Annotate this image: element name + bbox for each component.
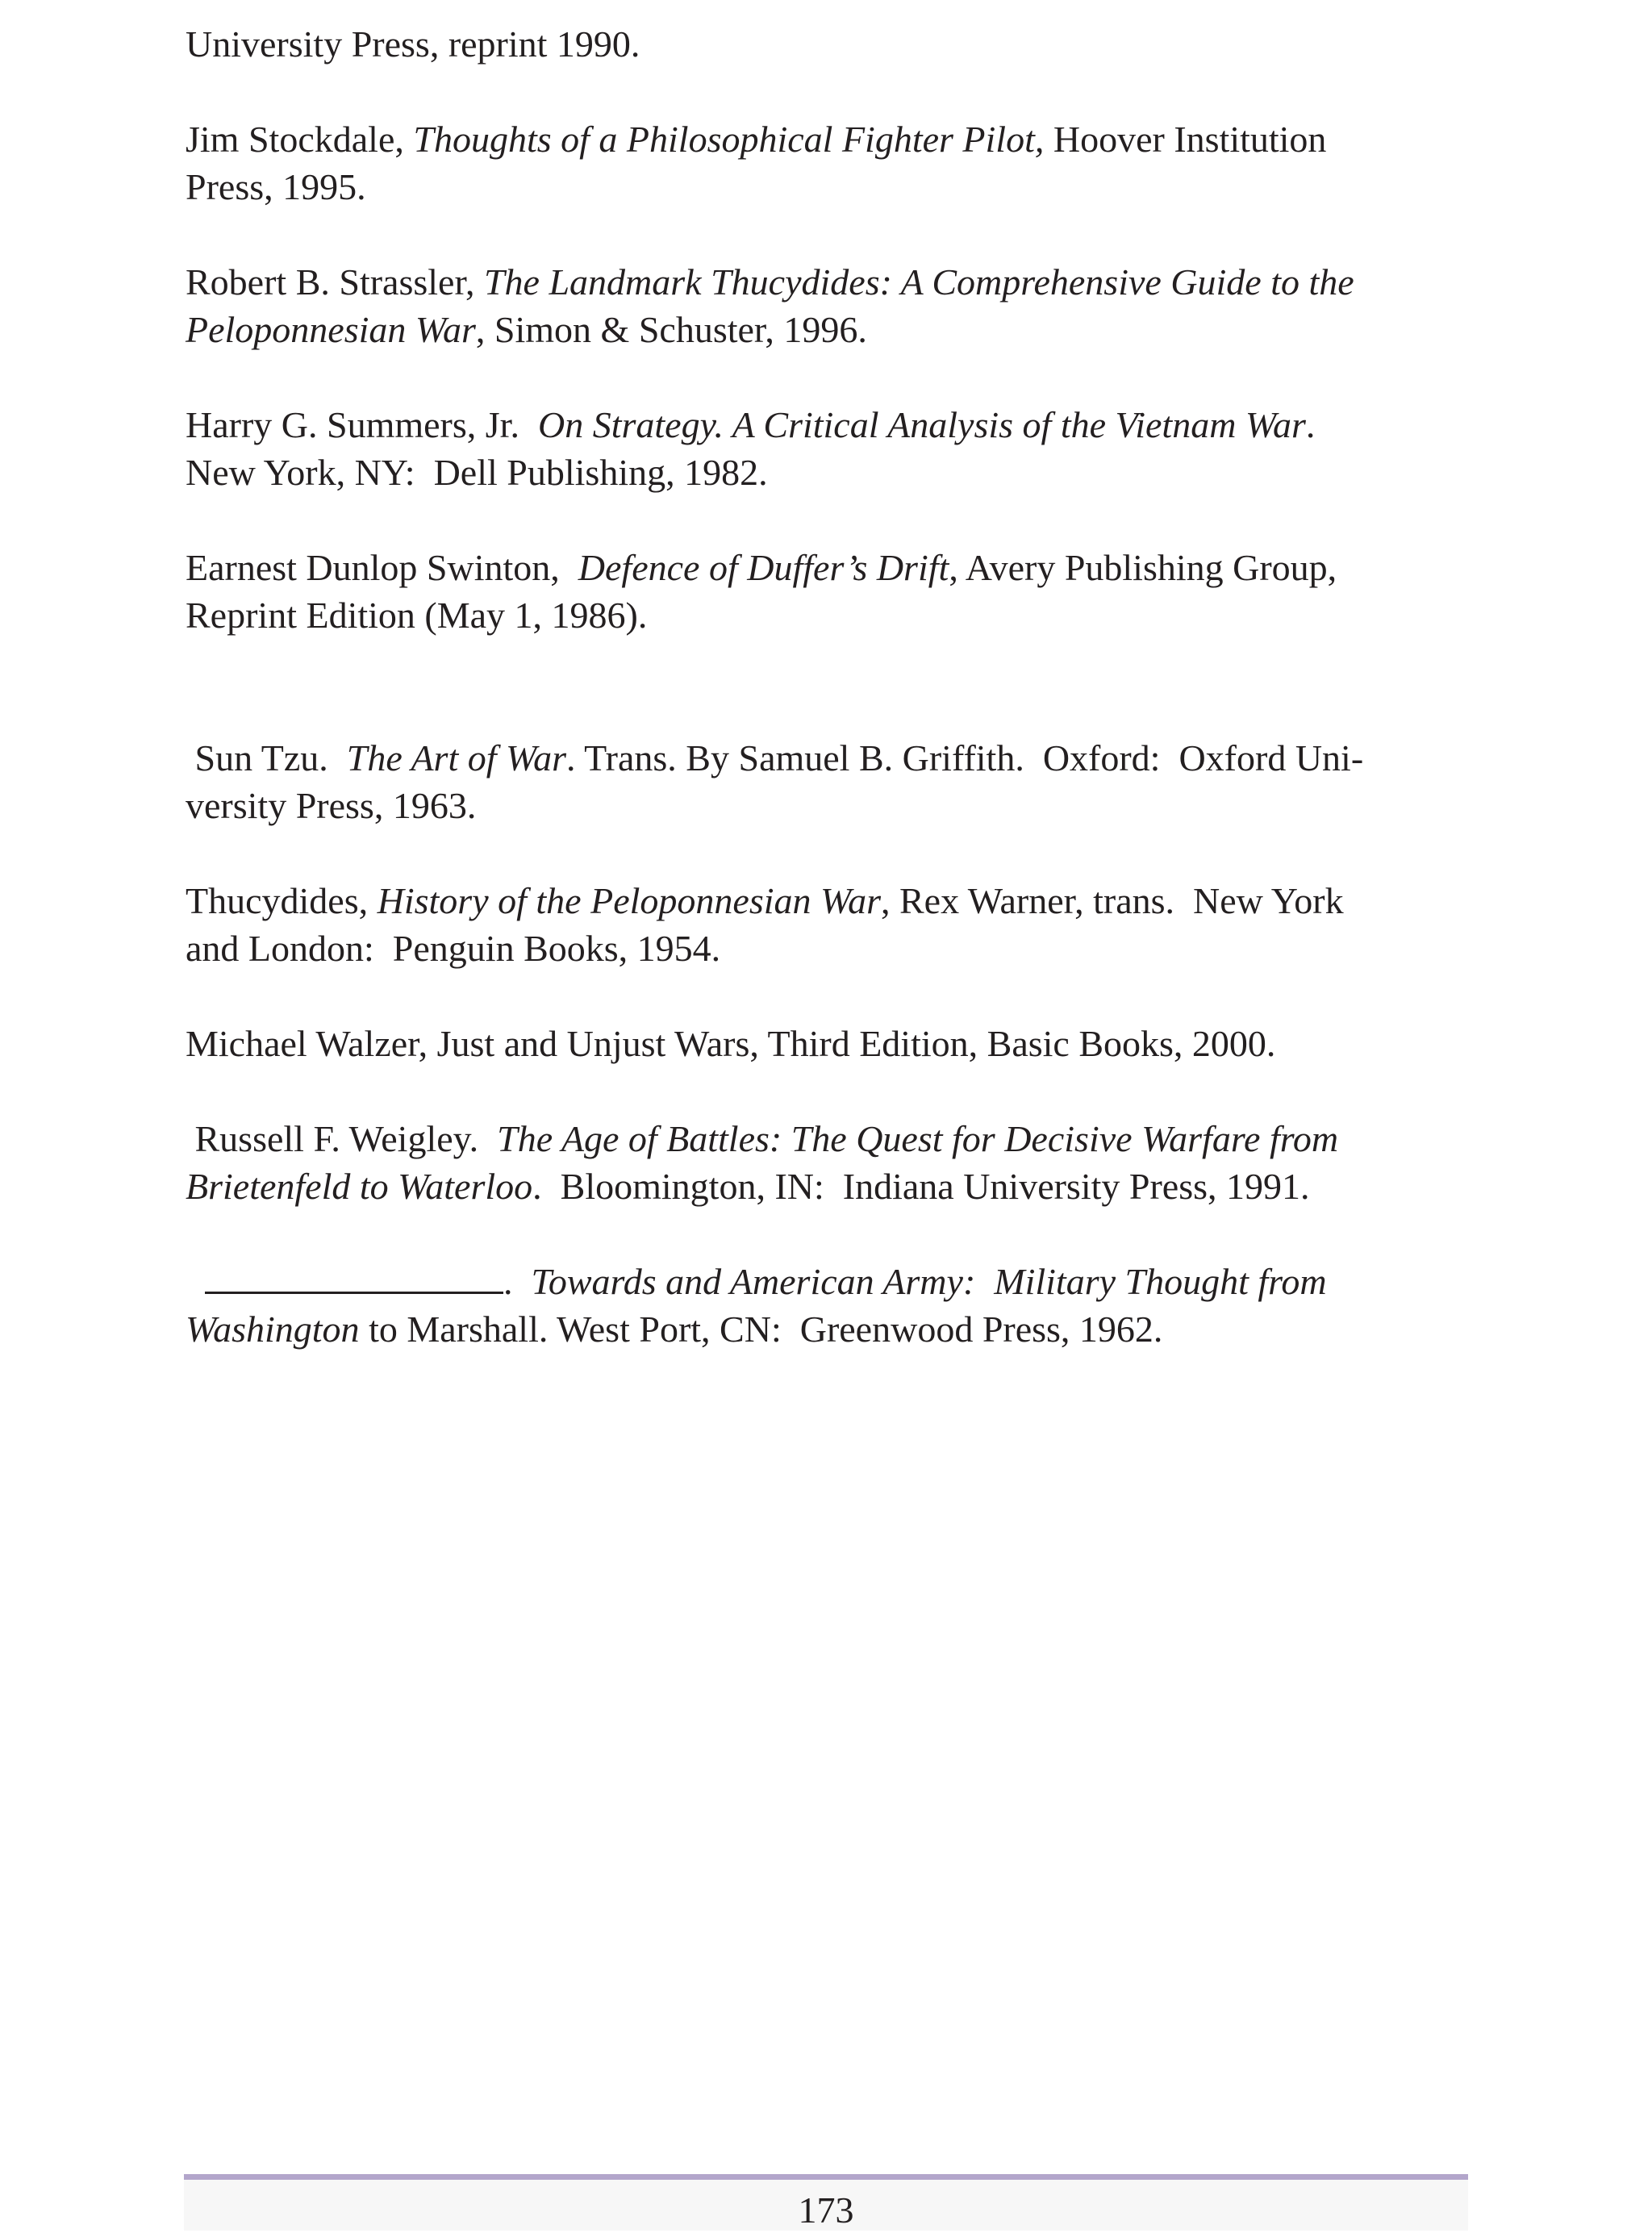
bibliography-line <box>186 1020 1476 1067</box>
entry-spacer <box>186 972 1476 1020</box>
work-title: History of the Peloponnesian War <box>377 880 881 921</box>
citation-text: Robert B. Strassler, <box>186 261 484 303</box>
repeated-author-rule <box>205 1259 503 1294</box>
bibliography-line <box>186 925 1476 972</box>
work-title: Brietenfeld to Waterloo <box>186 1166 533 1207</box>
citation-text: University Press, reprint 1990. <box>186 23 640 65</box>
citation-text: Sun Tzu. <box>186 737 347 778</box>
bibliography-line <box>186 20 1476 68</box>
entry-spacer <box>186 1067 1476 1115</box>
entry-spacer <box>186 829 1476 877</box>
bibliography-line <box>186 163 1476 211</box>
citation-text: . Bloomington, IN: Indiana University Press, 1991. <box>532 1166 1310 1207</box>
citation-text: Michael Walzer, Just and Unjust Wars, Third Edition, Basic Books, 2000. <box>186 1023 1276 1064</box>
work-title: On Strategy. A Critical Analysis of the Vietnam War <box>537 404 1306 445</box>
entry-spacer <box>186 353 1476 401</box>
citation-text: , Simon & Schuster, 1996. <box>475 309 867 350</box>
entry-spacer <box>186 211 1476 258</box>
citation-text: versity Press, 1963. <box>186 785 477 826</box>
bibliography-line <box>186 449 1476 496</box>
bibliography-line <box>186 258 1476 306</box>
work-title: The Age of Battles: The Quest for Decisive Warfare from <box>497 1118 1339 1159</box>
citation-text: . <box>1305 404 1316 445</box>
citation-text: , Avery Publishing Group, <box>949 547 1337 588</box>
bibliography-line <box>186 591 1476 639</box>
citation-text: Press, 1995. <box>186 166 366 207</box>
bibliography-line <box>186 306 1476 353</box>
citation-text: , Rex Warner, trans. New York <box>881 880 1344 921</box>
entry-spacer <box>186 68 1476 115</box>
bibliography-line <box>186 1258 1476 1305</box>
bibliography <box>186 20 1476 1353</box>
citation-text: to Marshall. West Port, CN: Greenwood Press, 1962. <box>359 1308 1163 1350</box>
work-title: Defence of Duffer’s Drift <box>578 547 949 588</box>
citation-text: Harry G. Summers, Jr. <box>186 404 538 445</box>
citation-text: . <box>503 1261 532 1302</box>
work-title: Peloponnesian War <box>186 309 476 350</box>
work-title: The Art of War <box>346 737 567 778</box>
citation-text: Jim Stockdale, <box>186 119 414 160</box>
entry-spacer <box>186 1210 1476 1258</box>
bibliography-line <box>186 1305 1476 1353</box>
bibliography-line <box>186 1162 1476 1210</box>
bibliography-line <box>186 877 1476 925</box>
bibliography-line <box>186 115 1476 163</box>
citation-text: Russell F. Weigley. <box>186 1118 498 1159</box>
work-title: Washington <box>186 1308 360 1350</box>
citation-text: and London: Penguin Books, 1954. <box>186 928 721 969</box>
bibliography-line <box>186 734 1476 782</box>
citation-text: Reprint Edition (May 1, 1986). <box>186 595 648 636</box>
footer-rule <box>184 2174 1468 2180</box>
citation-text: New York, NY: Dell Publishing, 1982. <box>186 452 768 493</box>
bibliography-line <box>186 544 1476 591</box>
citation-text: Thucydides, <box>186 880 378 921</box>
bibliography-line <box>186 401 1476 449</box>
citation-text: Hoover Institution <box>1044 119 1327 160</box>
page-number: 173 <box>798 2189 854 2231</box>
bibliography-line <box>186 782 1476 829</box>
entry-spacer <box>186 496 1476 544</box>
entry-spacer <box>186 639 1476 734</box>
bibliography-line <box>186 1115 1476 1162</box>
work-title: Towards and American Army: Military Thought from <box>531 1261 1327 1302</box>
work-title: The Landmark Thucydides: A Comprehensive Guide to the <box>483 261 1354 303</box>
work-title: Thoughts of a Philosophical Fighter Pilot, <box>413 119 1045 160</box>
citation-text: Earnest Dunlop Swinton, <box>186 547 578 588</box>
citation-text: . Trans. By Samuel B. Griffith. Oxford: Oxford Uni- <box>566 737 1364 778</box>
